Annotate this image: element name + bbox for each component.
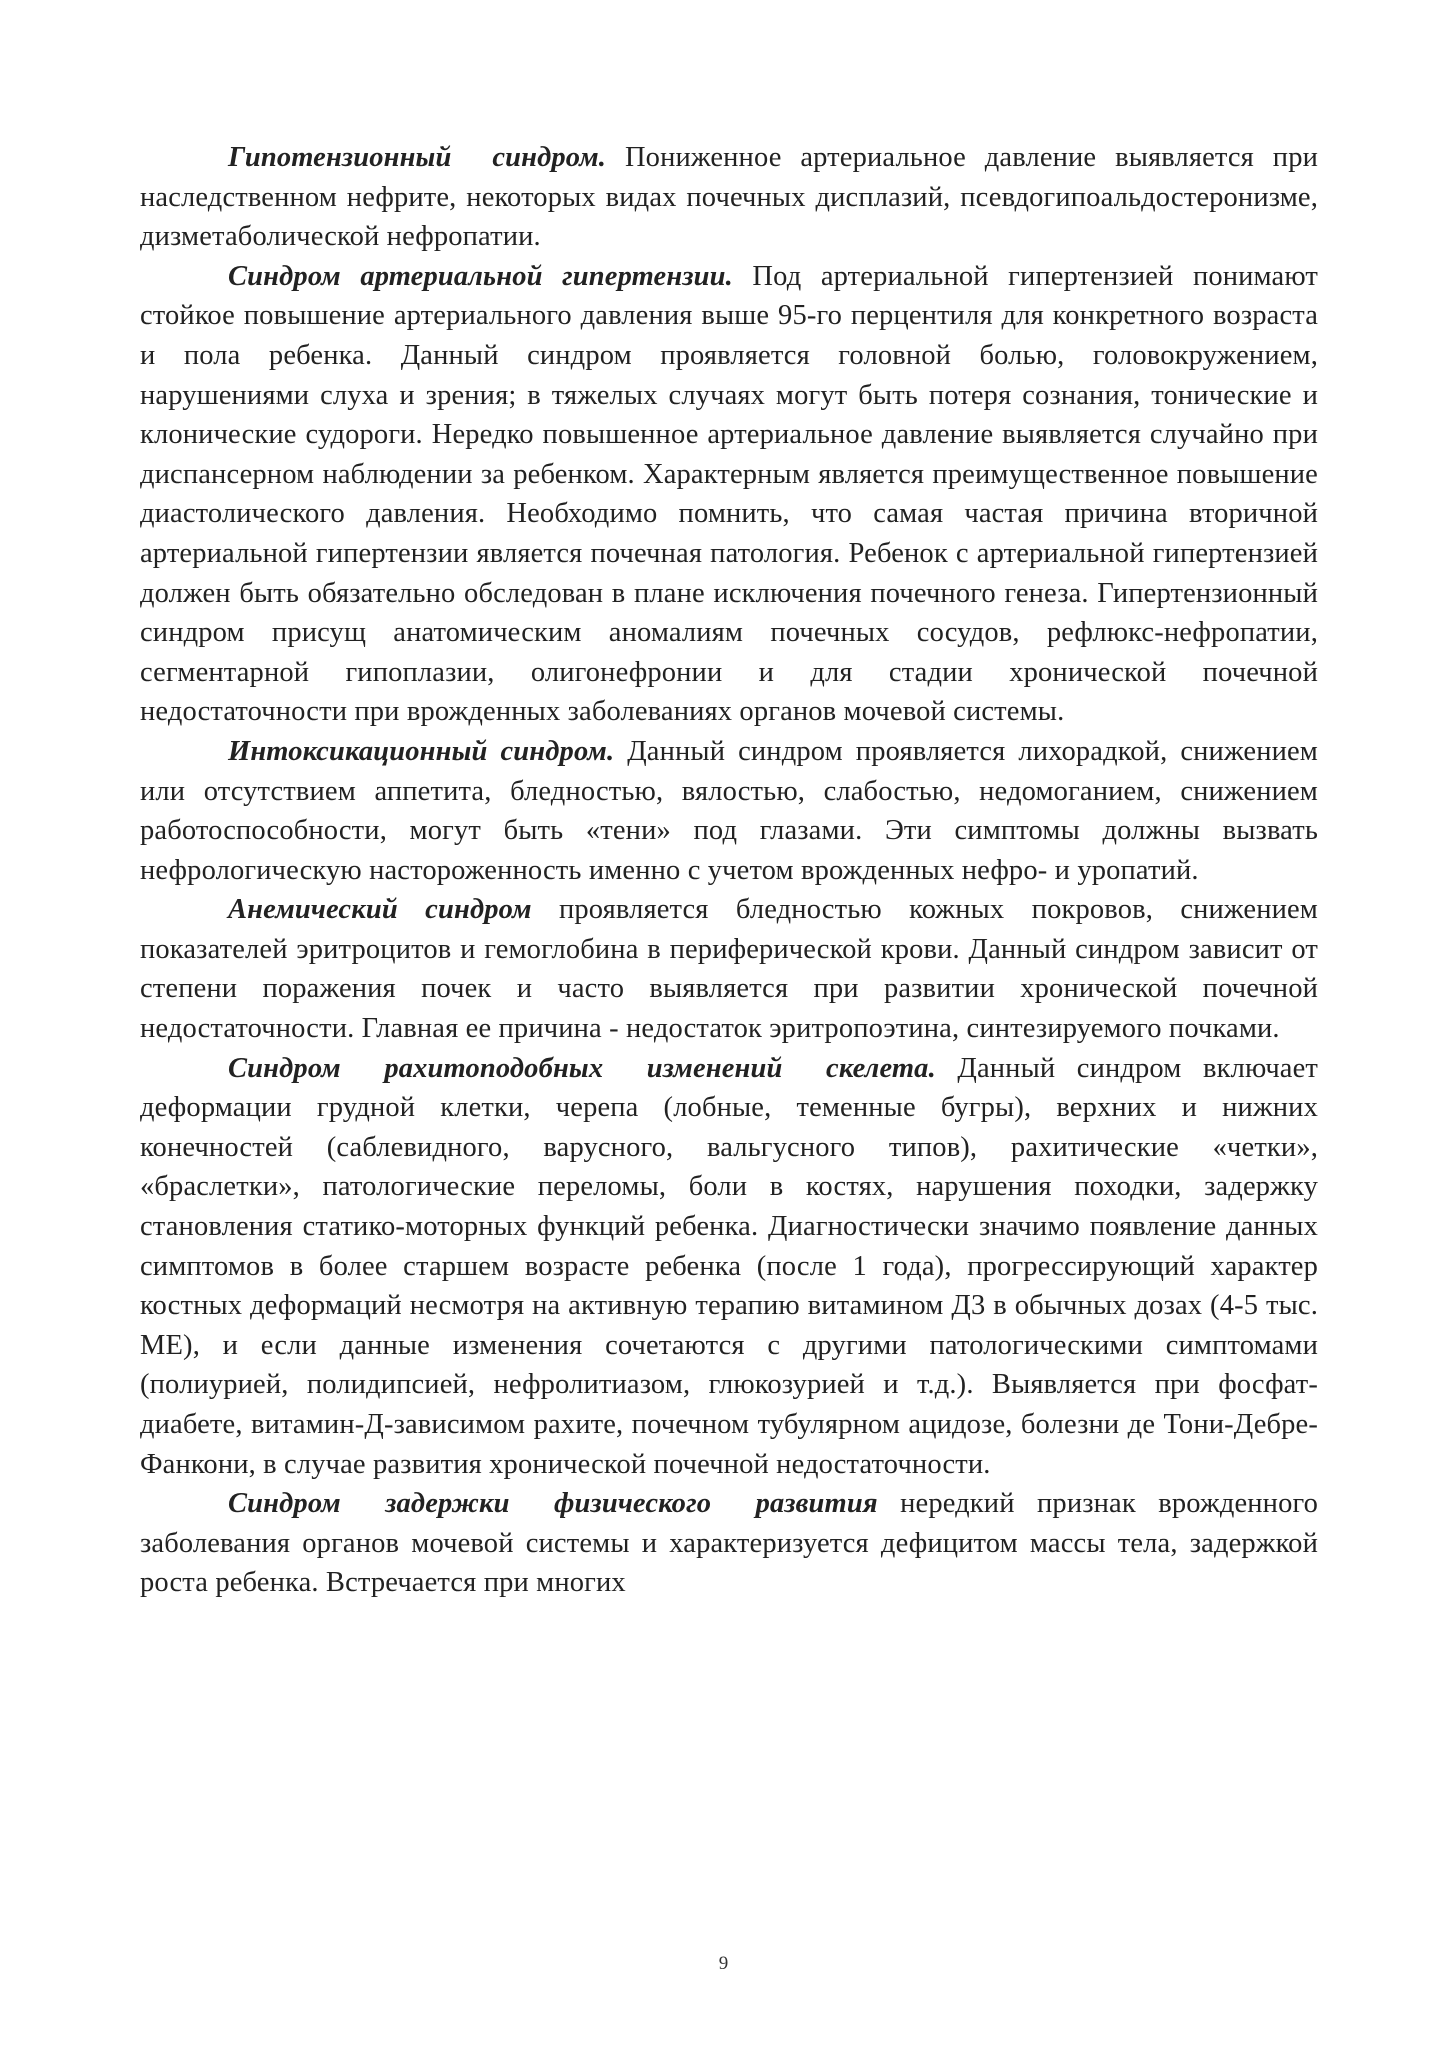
- page-number: 9: [718, 1953, 729, 1974]
- paragraph-growth-delay: [140, 1484, 1318, 1603]
- term-growth-delay: Синдром задержки физического развития: [228, 1488, 878, 1520]
- term-anemic: Анемический синдром: [228, 894, 532, 926]
- paragraph-rickets: [140, 1049, 1318, 1485]
- term-intoxication: Интоксикационный синдром.: [228, 735, 615, 767]
- paragraph-hypotension: [140, 138, 1318, 257]
- term-rickets: Синдром рахитоподобных изменений скелета.: [228, 1052, 936, 1084]
- paragraph-text: Пониженное артериальное давление выявляется при наследственном нефрите, некоторых видах почечных дисплазий, псевдогипоальдостеронизме, дизметаболической нефропатии.: [140, 142, 1318, 253]
- paragraph-anemic: [140, 890, 1318, 1048]
- page-body: [140, 138, 1318, 1603]
- paragraph-intoxication: [140, 732, 1318, 890]
- paragraph-hypertension: [140, 257, 1318, 732]
- term-hypotension: Гипотензионный синдром.: [228, 142, 607, 173]
- term-hypertension: Синдром артериальной гипертензии.: [228, 260, 733, 292]
- paragraph-text: Под артериальной гипертензией понимают стойкое повышение артериального давления выше 95-го перцентиля для конкретного возраста и пола ребенка. Данный синдром проявляется головной болью, головокружением, нарушениями слуха и зрения; в тяжелых случаях могут быть потеря сознания, тонические и клонические судороги. Нередко повышенное артериальное давление выявляется случайно при диспансерном наблюдении за ребенком. Характерным является преимущественное повышение диастолического давления. Необходимо помнить, что самая частая причина вторичной артериальной гипертензии является почечная патология. Ребенок с артериальной гипертензией должен быть обязательно обследован в плане исключения почечного генеза. Гипертензионный синдром присущ анатомическим аномалиям почечных сосудов, рефлюкс-нефропатии, сегментарной гипоплазии, олигонефронии и для стадии хронической почечной недостаточности при врожденных заболеваниях органов мочевой системы.: [140, 260, 1319, 728]
- paragraph-text: нередкий признак врожденного заболевания органов мочевой системы и характеризуется дефицитом массы тела, задержкой роста ребенка. Встречается при многих: [140, 1488, 1318, 1599]
- paragraph-text: проявляется бледностью кожных покровов, снижением показателей эритроцитов и гемоглобина в периферической крови. Данный синдром зависит от степени поражения почек и часто выявляется при развитии хронической почечной недостаточности. Главная ее причина - недостаток эритропоэтина, синтезируемого почками.: [140, 894, 1318, 1045]
- paragraph-text: Данный синдром включает деформации грудной клетки, черепа (лобные, теменные бугры), верхних и нижних конечностей (саблевидного, варусного, вальгусного типов), рахитические «четки», «браслетки», патологические переломы, боли в костях, нарушения походки, задержку становления статико-моторных функций ребенка. Диагностически значимо появление данных симптомов в более старшем возрасте ребенка (после 1 года), прогрессирующий характер костных деформаций несмотря на активную терапию витамином Д3 в обычных дозах (4-5 тыс. МЕ), и если данные изменения сочетаются с другими патологическими симптомами (полиурией, полидипсией, нефролитиазом, глюкозурией и т.д.). Выявляется при фосфат-диабете, витамин-Д-зависимом рахите, почечном тубулярном ацидозе, болезни де Тони-Дебре-Фанкони, в случае развития хронической почечной недостаточности.: [140, 1052, 1319, 1480]
- paragraph-text: Данный синдром проявляется лихорадкой, снижением или отсутствием аппетита, бледностью, вялостью, слабостью, недомоганием, снижением работоспособности, могут быть «тени» под глазами. Эти симптомы должны вызвать нефрологическую настороженность именно с учетом врожденных нефро- и уропатий.: [140, 735, 1318, 886]
